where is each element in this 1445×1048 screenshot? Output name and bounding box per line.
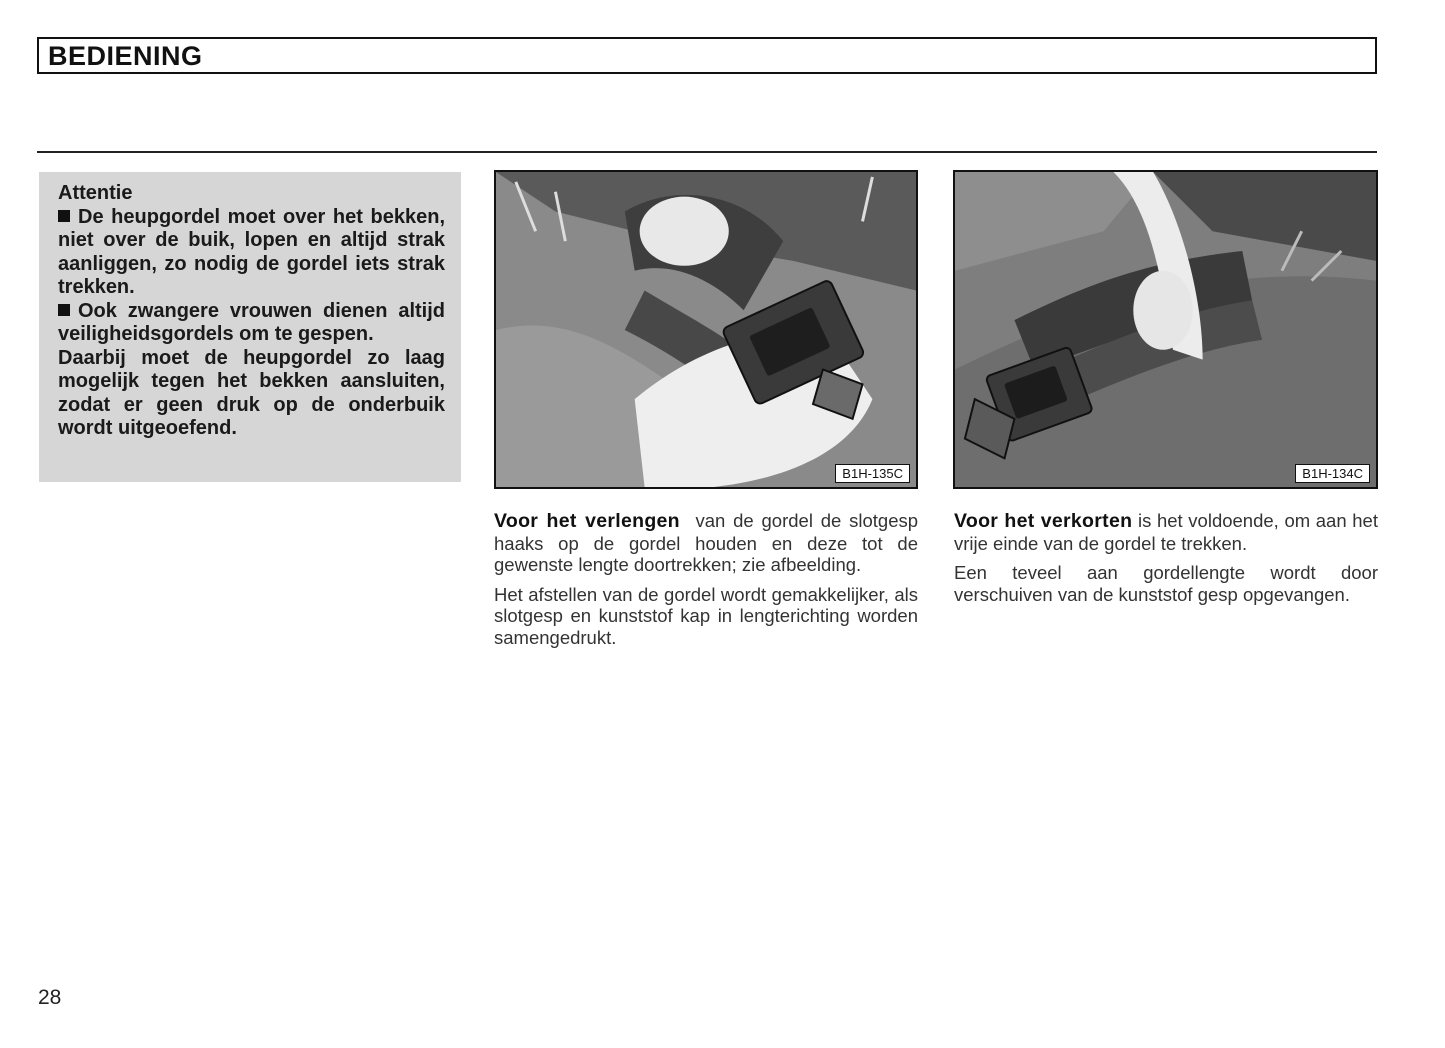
lengthen-paragraph-1 <box>494 510 918 576</box>
belt-buckle-illustration <box>496 172 916 487</box>
section-header <box>37 37 1377 74</box>
attention-item-2-text: Ook zwangere vrouwen dienen altijd veiligheidsgordels om te gespen. <box>58 299 445 345</box>
shorten-lead: Voor het verkorten <box>954 510 1133 532</box>
shorten-instructions <box>954 510 1378 613</box>
figure-code-label: B1H-135C <box>835 464 910 483</box>
shorten-paragraph-1 <box>954 510 1378 554</box>
lengthen-lead: Voor het verlengen <box>494 510 680 532</box>
attention-item-1 <box>58 206 445 300</box>
attention-item-2 <box>58 300 445 347</box>
horizontal-rule <box>37 151 1377 153</box>
shorten-paragraph-2: Een teveel aan gordellengte wordt door verschuiven van de kunststof gesp opgevangen. <box>954 562 1378 605</box>
figure-shorten-belt <box>953 170 1378 489</box>
lengthen-paragraph-2: Het afstellen van de gordel wordt gemakkelijker, als slotgesp en kunststof kap in lengterichting worden samengedrukt. <box>494 583 918 648</box>
figure-code-label: B1H-134C <box>1295 464 1370 483</box>
section-title: BEDIENING <box>48 41 203 71</box>
page-number: 28 <box>38 986 62 1009</box>
figure-lengthen-belt <box>494 170 918 489</box>
attention-box <box>39 172 461 482</box>
shorten-text-1: is het voldoende, om aan het vrije einde van de gordel te trekken. <box>954 510 1378 554</box>
attention-paragraph: Daarbij moet de heupgordel zo laag mogelijk tegen het bekken aansluiten, zodat er geen druk op de onderbuik wordt uitgeoefend. <box>58 346 445 439</box>
belt-tighten-illustration <box>955 172 1376 487</box>
lengthen-instructions <box>494 510 918 656</box>
attention-item-1-text: De heupgordel moet over het bekken, niet over de buik, lopen en altijd strak aanliggen, zo nodig de gordel iets strak trekken. <box>58 205 445 298</box>
square-bullet-icon <box>58 210 70 222</box>
square-bullet-icon <box>58 304 70 316</box>
lengthen-text-1: van de gordel de slotgesp haaks op de gordel houden en deze tot de gewenste lengte doortrekken; zie afbeelding. <box>494 510 919 575</box>
attention-title: Attentie <box>58 182 133 204</box>
